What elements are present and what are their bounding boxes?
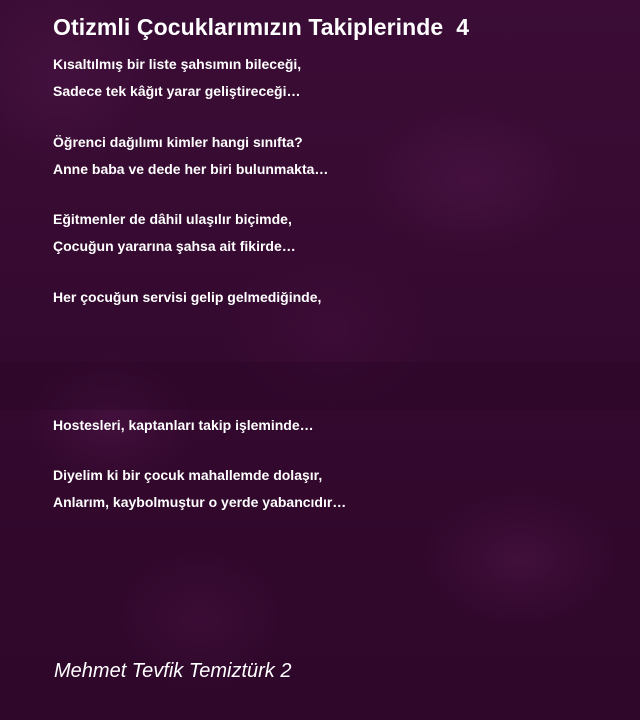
poem-line: Öğrenci dağılımı kimler hangi sınıfta?: [53, 134, 303, 150]
poem-line: Anne baba ve dede her biri bulunmakta…: [53, 161, 329, 177]
poem-line: Çocuğun yararına şahsa ait fikirde…: [53, 238, 296, 254]
poem-title: Otizmli Çocuklarımızın Takiplerinde 4: [53, 14, 470, 40]
background-band: [0, 362, 640, 410]
poem-line: Diyelim ki bir çocuk mahallemde dolaşır,: [53, 467, 323, 483]
poem-line: Anlarım, kaybolmuştur o yerde yabancıdır…: [53, 494, 347, 510]
poem-line: Eğitmenler de dâhil ulaşılır biçimde,: [53, 211, 292, 227]
poem-line: Hostesleri, kaptanları takip işleminde…: [53, 417, 314, 433]
poem-author: Mehmet Tevfik Temiztürk 2: [54, 660, 292, 682]
poem-line: Kısaltılmış bir liste şahsımın bileceği,: [53, 56, 302, 72]
poem-line: Sadece tek kâğıt yarar geliştireceği…: [53, 83, 301, 99]
poem-line: Her çocuğun servisi gelip gelmediğinde,: [53, 289, 322, 305]
